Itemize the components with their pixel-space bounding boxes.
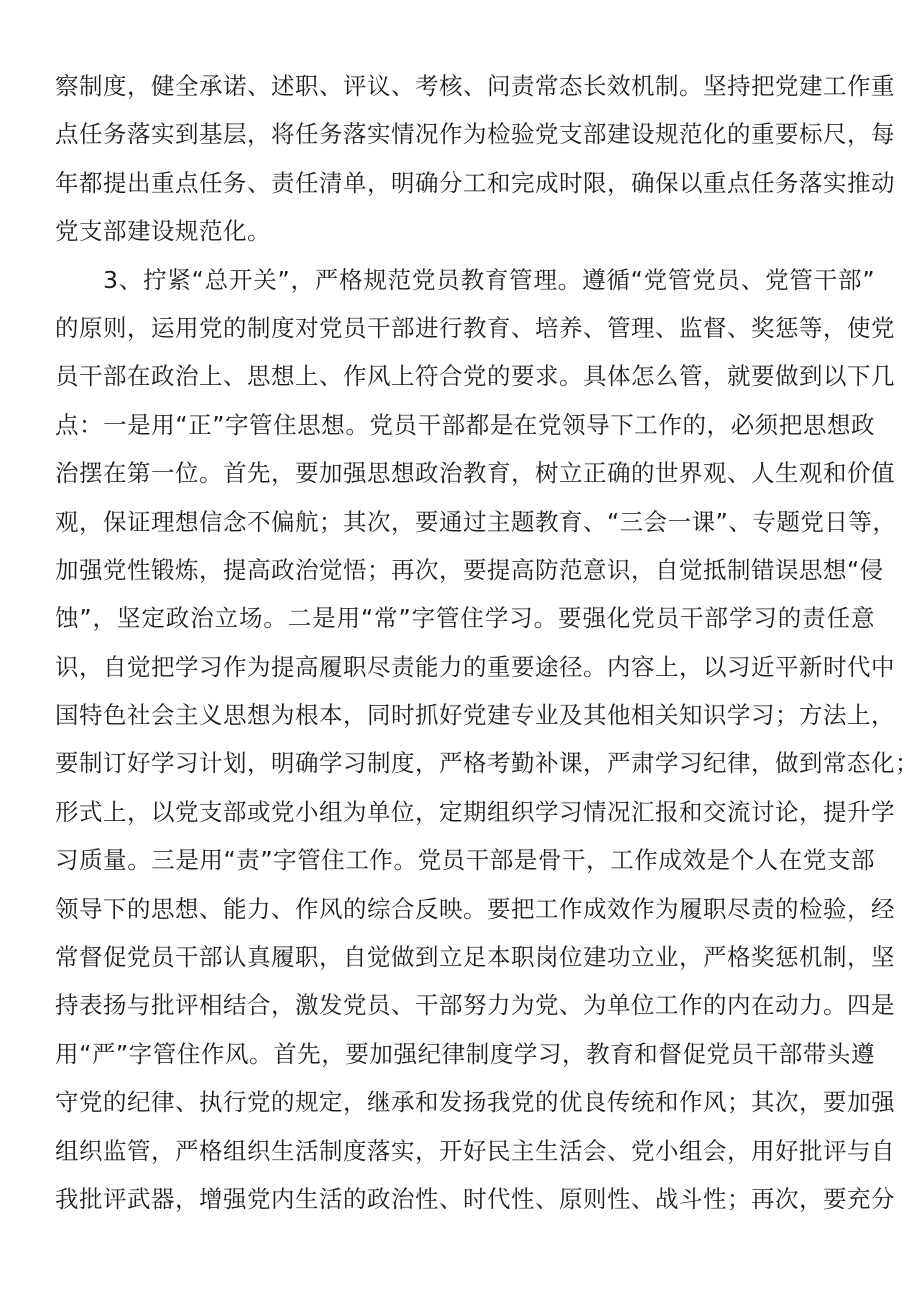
text-line: 领导下的思想、能力、作风的综合反映。要把工作成效作为履职尽责的检验，经 <box>55 894 895 923</box>
text-line: 常督促党员干部认真履职，自觉做到立足本职岗位建功立业，严格奖惩机制，坚 <box>55 943 895 972</box>
text-line: 点：一是用“正”字管住思想。党员干部都是在党领导下工作的，必须把思想政 <box>55 410 875 439</box>
text-line: 国特色社会主义思想为根本，同时抓好党建专业及其他相关知识学习；方法上， <box>55 701 895 730</box>
text-line: 用“严”字管住作风。首先，要加强纪律制度学习，教育和督促党员干部带头遵 <box>55 1039 875 1068</box>
text-line: 形式上，以党支部或党小组为单位，定期组织学习情况汇报和交流讨论，提升学 <box>55 797 895 826</box>
text-line: 要制订好学习计划，明确学习制度，严格考勤补课，严肃学习纪律，做到常态化； <box>55 749 919 778</box>
text-line: 守党的纪律、执行党的规定，继承和发扬我党的优良传统和作风；其次，要加强 <box>55 1088 895 1117</box>
text-line: 察制度，健全承诺、述职、评议、考核、问责常态长效机制。坚持把党建工作重 <box>55 72 895 100</box>
text-line: 持表扬与批评相结合，激发党员、干部努力为党、为单位工作的内在动力。四是 <box>55 991 895 1020</box>
text-line: 习质量。三是用“责”字管住工作。党员干部是骨干，工作成效是个人在党支部 <box>55 846 875 875</box>
text-line: 加强党性锻炼，提高政治觉悟；再次，要提高防范意识，自觉抵制错误思想“侵 <box>55 555 884 584</box>
text-line: 我批评武器，增强党内生活的政治性、时代性、原则性、战斗性；再次，要充分 <box>55 1184 895 1213</box>
text-line: 蚀”，坚定政治立场。二是用“常”字管住学习。要强化党员干部学习的责任意 <box>55 604 875 633</box>
section-heading-line: 3、拧紧“总开关”，严格规范党员教育管理。遵循“党管党员、党管干部” <box>103 265 875 294</box>
text-line: 治摆在第一位。首先，要加强思想政治教育，树立正确的世界观、人生观和价值 <box>55 459 895 488</box>
text-line: 点任务落实到基层，将任务落实情况作为检验党支部建设规范化的重要标尺，每 <box>55 120 895 149</box>
text-line: 的原则，运用党的制度对党员干部进行教育、培养、管理、监督、奖惩等，使党 <box>55 313 895 342</box>
text-line: 识，自觉把学习作为提高履职尽责能力的重要途径。内容上，以习近平新时代中 <box>55 652 895 681</box>
text-line: 观，保证理想信念不偏航；其次，要通过主题教育、“三会一课”、专题党日等， <box>55 507 897 536</box>
body-text <box>55 62 919 1223</box>
text-line: 员干部在政治上、思想上、作风上符合党的要求。具体怎么管，就要做到以下几 <box>55 362 895 391</box>
text-line: 党支部建设规范化。 <box>55 217 271 246</box>
text-line: 年都提出重点任务、责任清单，明确分工和完成时限，确保以重点任务落实推动 <box>55 168 895 197</box>
text-line: 组织监管，严格组织生活制度落实，开好民主生活会、党小组会，用好批评与自 <box>55 1136 895 1165</box>
